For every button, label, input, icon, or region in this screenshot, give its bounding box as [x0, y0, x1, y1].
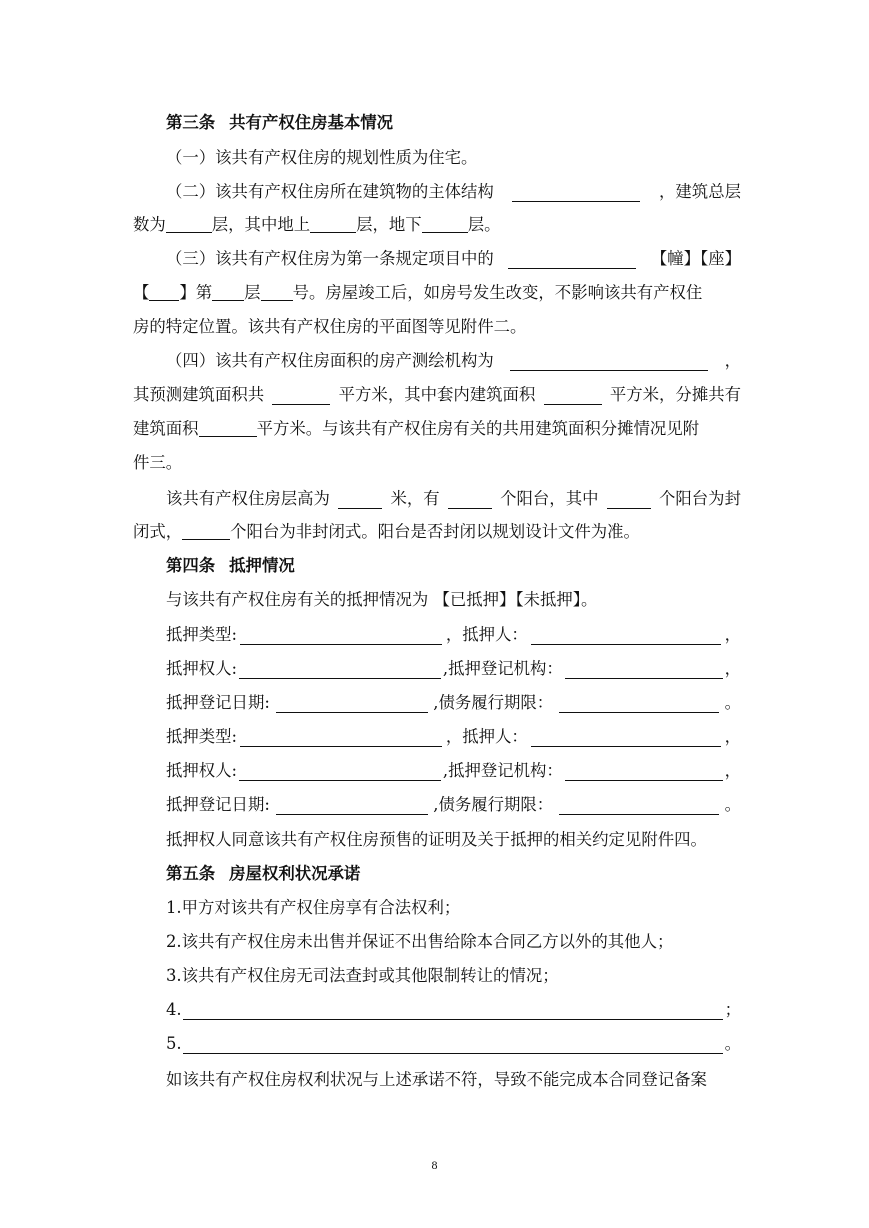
punctuation-comma: ，	[724, 625, 741, 644]
article-4-number: 第四条	[166, 556, 216, 575]
art3-paragraph-4-line-4: 件三。	[133, 453, 183, 472]
article-4-heading	[166, 551, 741, 581]
art3-p5-text-f: 个阳台为非封闭式。阳台是否封闭以规划设计文件为准。	[230, 522, 640, 541]
debt-term-label: ,债务履行期限：	[433, 693, 554, 712]
registration-agency-label: ,抵押登记机构：	[442, 761, 563, 780]
mortgagee-label: 抵押权人:	[166, 761, 238, 780]
art3-paragraph-3-line-1	[166, 244, 741, 274]
art3-p3-text-d: 】第	[179, 283, 213, 302]
mortgagee-blank	[239, 762, 441, 781]
art3-p5-text-c: 个阳台，其中	[500, 489, 599, 508]
punctuation-period: 。	[724, 693, 741, 712]
promise-item-3: 3.该共有产权住房无司法查封或其他限制转让的情况；	[166, 966, 559, 985]
promise-item-4	[166, 995, 741, 1025]
promise-item-4-blank	[183, 1001, 723, 1020]
art3-p3-text-c: 【	[133, 283, 150, 302]
art3-p2-text-a: （二）该共有产权住房所在建筑物的主体结构	[166, 182, 494, 201]
promise-item-5-blank	[183, 1035, 723, 1054]
punctuation-comma: ，	[724, 659, 741, 678]
art3-paragraph-1: （一）该共有产权住房的规划性质为住宅。	[166, 148, 478, 167]
registration-date-blank	[276, 694, 428, 713]
art3-paragraph-3-line-3: 房的特定位置。该共有产权住房的平面图等见附件二。	[133, 317, 527, 336]
article-3-title: 共有产权住房基本情况	[229, 113, 394, 132]
mortgage-1-row-1	[166, 620, 741, 650]
debt-term-blank	[559, 694, 719, 713]
art3-p3-text-e: 层	[244, 283, 261, 302]
mortgage-1-row-2	[166, 654, 741, 684]
punctuation-comma: ，	[724, 727, 741, 746]
art3-p5-text-d: 个阳台为封	[659, 489, 741, 508]
punctuation-period: 。	[724, 795, 741, 814]
mortgage-2-row-3	[166, 790, 741, 820]
article-5-heading	[166, 859, 741, 889]
mortgage-type-blank	[240, 626, 442, 645]
registration-agency-blank	[565, 762, 723, 781]
mortgage-2-row-2	[166, 756, 741, 786]
predicted-area-blank	[272, 386, 330, 405]
art3-p4-text-b: ，	[724, 351, 741, 370]
open-balcony-blank	[182, 521, 230, 540]
art3-p3-text-f: 号。房屋竣工后，如房号发生改变，不影响该共有产权住	[292, 283, 703, 302]
promise-item-5-number: 5.	[166, 1034, 182, 1053]
art3-p4-text-c: 其预测建筑面积共	[133, 385, 265, 404]
main-structure-blank	[512, 183, 640, 202]
punctuation-period: 。	[724, 1034, 741, 1053]
article-4-title: 抵押情况	[229, 556, 295, 575]
mortgagee-label: 抵押权人:	[166, 659, 238, 678]
art5-closing: 如该共有产权住房权利状况与上述承诺不符，导致不能完成本合同登记备案	[166, 1070, 707, 1089]
art3-p4-text-e: 平方米，分摊共有	[609, 385, 741, 404]
promise-item-1: 1.甲方对该共有产权住房享有合法权利；	[166, 898, 461, 917]
art3-paragraph-2-line-2	[133, 210, 741, 240]
above-ground-floors-blank	[310, 214, 356, 233]
debt-term-label: ,债务履行期限：	[433, 795, 554, 814]
unit-blank	[149, 282, 179, 301]
art3-p2-text-c: 数为	[133, 215, 166, 234]
art3-paragraph-3-line-2	[133, 278, 741, 308]
art3-paragraph-4-line-2	[133, 380, 741, 410]
building-blank	[508, 250, 636, 269]
registration-date-label: 抵押登记日期:	[166, 795, 270, 814]
promise-item-2: 2.该共有产权住房未出售并保证不出售给除本合同乙方以外的其他人；	[166, 932, 674, 951]
inner-area-blank	[544, 386, 602, 405]
mortgagor-blank	[531, 728, 721, 747]
art3-paragraph-4-line-3	[133, 414, 741, 444]
art3-p2-text-e: 层，地下	[356, 215, 422, 234]
debt-term-blank	[559, 796, 719, 815]
registration-date-blank	[276, 796, 428, 815]
art3-p5-text-a: 该共有产权住房层高为	[166, 489, 330, 508]
art3-p2-text-d: 层，其中地上	[211, 215, 311, 234]
art4-intro: 与该共有产权住房有关的抵押情况为 【已抵押】【未抵押】。	[166, 590, 598, 609]
article-5-title: 房屋权利状况承诺	[229, 864, 361, 883]
mortgagee-blank	[239, 660, 441, 679]
mortgagor-label: ，抵押人：	[445, 625, 528, 644]
total-floors-blank	[166, 214, 212, 233]
balcony-count-blank	[448, 490, 492, 509]
mortgagor-label: ，抵押人：	[445, 727, 528, 746]
art3-paragraph-4-line-1	[166, 346, 741, 376]
room-number-blank	[261, 282, 293, 301]
mortgage-type-label: 抵押类型:	[166, 727, 238, 746]
mortgage-2-row-1	[166, 722, 741, 752]
art3-p4-text-a: （四）该共有产权住房面积的房产测绘机构为	[166, 351, 494, 370]
art3-p5-text-e: 闭式，	[133, 522, 183, 541]
mortgage-type-label: 抵押类型:	[166, 625, 238, 644]
floor-blank	[212, 282, 244, 301]
punctuation-semicolon: ；	[724, 1000, 741, 1019]
article-3-number: 第三条	[166, 113, 216, 132]
article-3-heading	[166, 108, 741, 138]
registration-date-label: 抵押登记日期:	[166, 693, 270, 712]
article-5-number: 第五条	[166, 864, 216, 883]
art3-p3-text-b: 【幢】【座】	[650, 249, 741, 268]
art3-p4-text-d: 平方米，其中套内建筑面积	[338, 385, 536, 404]
art3-p4-text-f: 建筑面积	[133, 419, 199, 438]
page-number: 8	[431, 1158, 438, 1172]
registration-agency-blank	[565, 660, 723, 679]
punctuation-comma: ，	[724, 761, 741, 780]
mortgage-type-blank	[240, 728, 442, 747]
art3-paragraph-5-line-2	[133, 517, 741, 547]
art3-p5-text-b: 米，有	[390, 489, 440, 508]
promise-item-5	[166, 1029, 741, 1059]
enclosed-balcony-blank	[607, 490, 651, 509]
floor-height-blank	[338, 490, 382, 509]
promise-item-4-number: 4.	[166, 1000, 182, 1019]
mortgagor-blank	[531, 626, 721, 645]
art3-paragraph-5-line-1	[166, 484, 741, 514]
art3-p2-text-f: 层。	[467, 215, 501, 234]
art3-paragraph-2-line-1	[166, 177, 741, 207]
below-ground-floors-blank	[422, 214, 468, 233]
shared-area-blank	[199, 418, 257, 437]
registration-agency-label: ,抵押登记机构：	[442, 659, 563, 678]
mortgage-1-row-3	[166, 688, 741, 718]
art3-p3-text-a: （三）该共有产权住房为第一条规定项目中的	[166, 249, 494, 268]
surveying-agency-blank	[510, 352, 708, 371]
art3-p2-text-b: ，建筑总层	[659, 182, 741, 201]
art3-p4-text-g: 平方米。与该共有产权住房有关的共用建筑面积分摊情况见附	[256, 419, 700, 438]
art4-consent: 抵押权人同意该共有产权住房预售的证明及关于抵押的相关约定见附件四。	[166, 830, 707, 849]
